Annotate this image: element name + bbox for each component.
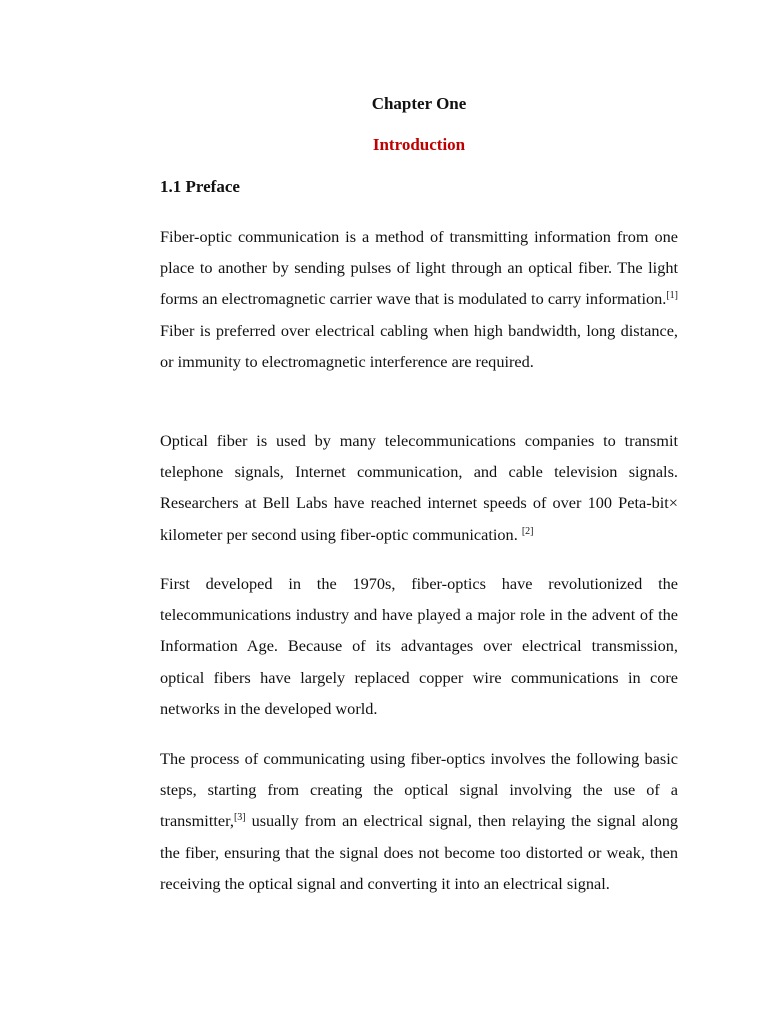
paragraph-3 [160,568,678,724]
paragraph-text: First developed in the 1970s, fiber-optics have revolutionized the telecommunications industry and have played a major role in the advent of the Information Age. Because of its advantages over electrical transmission, optical fibers have largely replaced copper wire communications in core networks in the developed world. [160,574,678,718]
chapter-title: Chapter One [371,94,467,113]
section-heading: Introduction [372,135,466,154]
citation-ref[interactable]: [1] [666,290,678,302]
paragraph-2 [160,425,678,550]
citation-ref[interactable]: [2] [521,525,534,537]
paragraph-text: Optical fiber is used by many telecommunications companies to transmit telephone signals, Internet communication, and cable television signals. Researchers at Bell Labs have reached internet speeds of over 100 Peta-bit× kilometer per second using fiber-optic communication. [160,431,678,544]
citation-ref[interactable]: [3] [233,812,246,824]
subsection-heading: 1.1 Preface [160,177,240,196]
paragraph-text: Fiber-optic communication is a method of transmitting information from one place to another by sending pulses of light through an optical fiber. The light forms an electromagnetic carrier wave that is modulated to carry information. [160,227,678,309]
paragraph-text: Fiber is preferred over electrical cabling when high bandwidth, long distance, or immunity to electromagnetic interference are required. [160,320,678,371]
paragraph-text: The process of communicating using fiber-optics involves the following basic steps, starting from creating the optical signal involving the use of a transmitter, [160,749,678,831]
paragraph-text: usually from an electrical signal, then relaying the signal along the fiber, ensuring that the signal does not become too distorted or weak, then receiving the optical signal and converting it into an electrical signal. [160,811,678,893]
paragraph-1 [160,221,678,377]
paragraph-4 [160,743,678,899]
